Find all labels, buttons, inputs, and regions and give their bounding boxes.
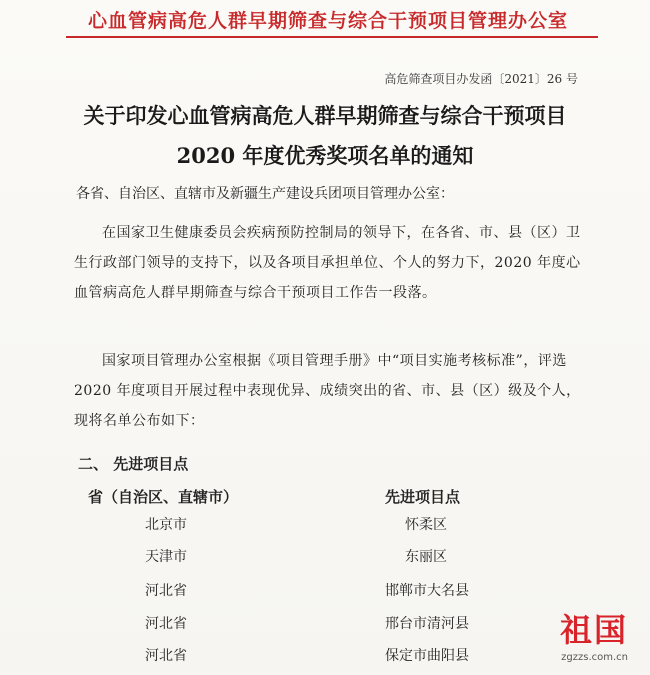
document-title-line-1: 关于印发心血管病高危人群早期筛查与综合干预项目	[83, 103, 567, 128]
salutation: 各省、自治区、直辖市及新疆生产建设兵团项目管理办公室：	[76, 186, 454, 202]
column-header-province: 省（自治区、直辖市）	[88, 488, 239, 506]
column-header-site: 先进项目点	[385, 488, 461, 506]
letterhead-office-name: 心血管病高危人群早期筛查与综合干预项目管理办公室	[87, 10, 568, 32]
province-cell: 河北省	[145, 616, 187, 632]
document-title-line-2: 2020 年度优秀奖项名单的通知	[176, 143, 474, 168]
site-cell: 东丽区	[405, 549, 447, 565]
section-heading: 二、 先进项目点	[78, 455, 189, 473]
letterhead-red-rule	[66, 36, 598, 38]
province-cell: 天津市	[145, 549, 187, 565]
body-paragraph-2: 国家项目管理办公室根据《项目管理手册》中“项目实施考核标准”，评选 2020 年度项目开展过程中表现优异、成绩突出的省、市、县（区）级及个人，现将名单公布如下：	[74, 353, 581, 429]
document-number: 高危筛查项目办发函〔2021〕26 号	[384, 72, 578, 86]
table-row	[0, 546, 650, 576]
watermark-main-text: 祖国	[559, 611, 628, 649]
site-cell: 怀柔区	[405, 517, 447, 533]
body-paragraph-1: 在国家卫生健康委员会疾病预防控制局的领导下，在各省、市、县（区）卫生行政部门领导的支持下，以及各项目承担单位、个人的努力下，2020 年度心血管病高危人群早期筛查与综合干预项目工作告一段落。	[74, 225, 581, 301]
site-cell: 保定市曲阳县	[385, 648, 469, 664]
province-cell: 河北省	[145, 648, 187, 664]
province-cell: 北京市	[145, 517, 187, 533]
watermark-url-text: zgzzs.com.cn	[561, 652, 628, 663]
site-cell: 邢台市清河县	[385, 616, 469, 632]
site-watermark-logo	[532, 603, 632, 663]
site-cell: 邯郸市大名县	[385, 583, 469, 599]
table-row	[0, 514, 650, 544]
province-cell: 河北省	[145, 583, 187, 599]
